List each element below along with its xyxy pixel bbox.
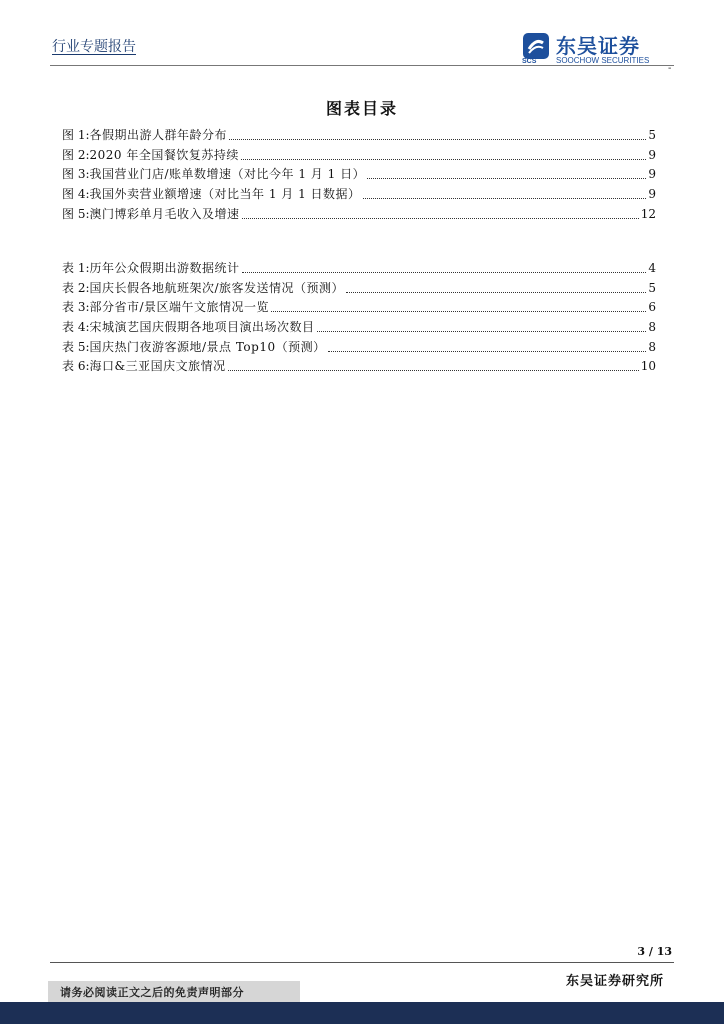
footer-divider	[50, 962, 674, 963]
dot-leader	[242, 271, 646, 273]
footer-band	[0, 1002, 724, 1024]
logo-english-name: SOOCHOW SECURITIES	[556, 56, 650, 65]
dot-leader	[241, 158, 646, 160]
dot-leader	[228, 369, 639, 371]
dot-leader	[242, 217, 639, 219]
entry-page: 4	[648, 261, 656, 275]
page-number: 3 / 13	[637, 945, 672, 958]
entry-page: 9	[648, 167, 656, 182]
entry-label: 图 4:	[62, 187, 90, 202]
entry-title: 我国营业门店/账单数增速（对比今年 1 月 1 日）	[89, 167, 366, 182]
entry-page: 5	[648, 280, 656, 295]
entry-page: 8	[648, 339, 656, 354]
entry-title: 国庆长假各地航班架次/旅客发送情况（预测）	[89, 280, 345, 295]
toc-entry-table-3[interactable]	[62, 298, 656, 318]
entry-title: 各假期出游人群年龄分布	[89, 128, 228, 142]
entry-label: 图 1:	[62, 128, 90, 142]
entry-page: 6	[648, 300, 656, 315]
entry-label: 表 1:	[62, 261, 90, 275]
entry-page: 5	[648, 128, 656, 142]
company-logo	[522, 30, 672, 70]
entry-page: 8	[648, 320, 656, 335]
entry-title: 历年公众假期出游数据统计	[89, 261, 240, 275]
dot-leader	[328, 350, 646, 352]
entry-label: 表 3:	[62, 300, 90, 315]
soochow-logo-icon	[522, 32, 550, 60]
figure-list	[62, 126, 656, 224]
entry-title: 国庆热门夜游客源地/景点 Top10（预测）	[89, 339, 326, 354]
entry-page: 9	[648, 147, 656, 162]
table-list	[62, 259, 656, 377]
dot-leader	[346, 291, 646, 293]
disclaimer-notice: 请务必阅读正文之后的免责声明部分	[60, 986, 244, 999]
header-mark: -	[668, 63, 672, 74]
dot-leader	[271, 310, 646, 312]
toc-entry-table-4[interactable]	[62, 318, 656, 338]
entry-page: 12	[640, 206, 656, 221]
toc-entry-figure-4[interactable]	[62, 185, 656, 205]
entry-page: 9	[648, 187, 656, 202]
header-divider	[50, 65, 674, 66]
entry-label: 表 5:	[62, 339, 90, 354]
toc-entry-figure-2[interactable]	[62, 146, 656, 166]
dot-leader	[367, 177, 646, 179]
entry-title: 2020 年全国餐饮复苏持续	[89, 147, 239, 162]
dot-leader	[317, 330, 646, 332]
entry-label: 图 2:	[62, 147, 90, 162]
entry-title: 宋城演艺国庆假期各地项目演出场次数目	[89, 320, 315, 335]
toc-entry-table-5[interactable]	[62, 338, 656, 358]
entry-label: 表 6:	[62, 359, 90, 374]
toc-title: 图表目录	[325, 99, 398, 118]
entry-title: 我国外卖营业额增速（对比当年 1 月 1 日数据）	[89, 187, 361, 202]
toc-entry-figure-5[interactable]	[62, 205, 656, 225]
entry-page: 10	[640, 359, 656, 374]
entry-title: 部分省市/景区端午文旅情况一览	[89, 300, 270, 315]
toc-entry-figure-1[interactable]	[62, 126, 656, 146]
entry-label: 图 3:	[62, 167, 90, 182]
entry-label: 图 5:	[62, 206, 90, 221]
dot-leader	[363, 197, 646, 199]
entry-title: 澳门博彩单月毛收入及增速	[89, 206, 240, 221]
entry-label: 表 2:	[62, 280, 90, 295]
toc-entry-figure-3[interactable]	[62, 165, 656, 185]
toc-entry-table-1[interactable]	[62, 259, 656, 279]
entry-title: 海口&三亚国庆文旅情况	[89, 359, 226, 374]
dot-leader	[229, 138, 646, 140]
toc-entry-table-6[interactable]	[62, 357, 656, 377]
footer-organization: 东吴证券研究所	[565, 974, 664, 989]
logo-chinese-name: 东吴证券	[556, 34, 640, 58]
logo-abbreviation: SCS	[522, 58, 537, 65]
toc-entry-table-2[interactable]	[62, 279, 656, 299]
report-type-label: 行业专题报告	[52, 39, 136, 55]
entry-label: 表 4:	[62, 320, 90, 335]
